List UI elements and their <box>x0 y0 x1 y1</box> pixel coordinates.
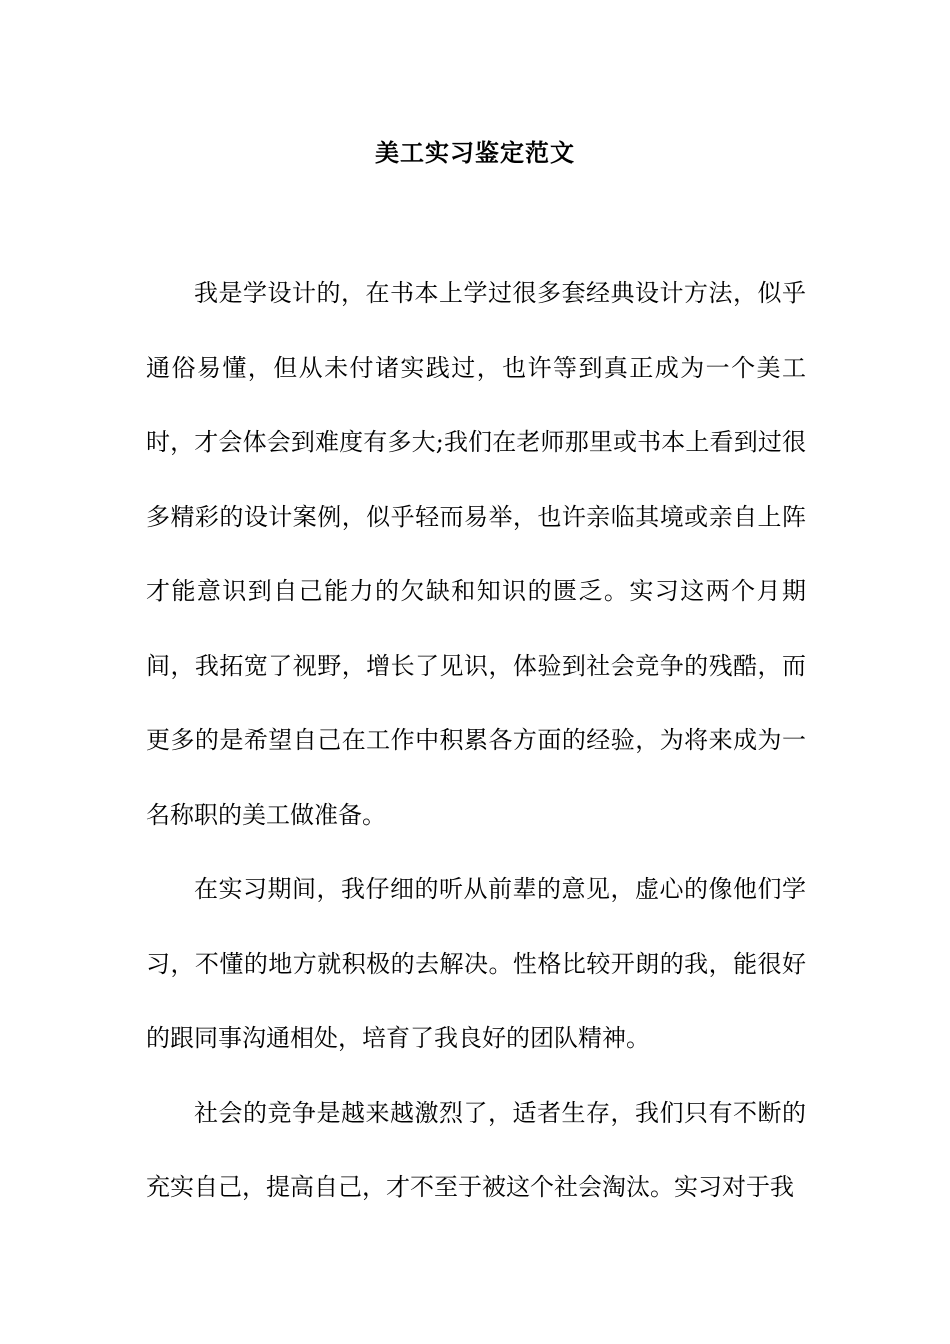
paragraph-1: 我是学设计的，在书本上学过很多套经典设计方法，似乎通俗易懂，但从未付诸实践过，也许等到真正成为一个美工时，才会体会到难度有多大;我们在老师那里或书本上看到过很多精彩的设计案例，似乎轻而易举，也许亲临其境或亲自上阵才能意识到自己能力的欠缺和知识的匮乏。实习这两个月期间，我拓宽了视野，增长了见识，体验到社会竞争的残酷，而更多的是希望自己在工作中积累各方面的经验，为将来成为一名称职的美工做准备。 <box>146 279 806 829</box>
paragraph-3: 社会的竞争是越来越激烈了，适者生存，我们只有不断的充实自己，提高自己，才不至于被这个社会淘汰。实习对于我 <box>146 1098 806 1201</box>
paragraph-2: 在实习期间，我仔细的听从前辈的意见，虚心的像他们学习，不懂的地方就积极的去解决。性格比较开朗的我，能很好的跟同事沟通相处，培育了我良好的团队精神。 <box>146 875 806 1052</box>
document-body <box>146 256 806 1225</box>
document-title: 美工实习鉴定范文 <box>375 138 575 167</box>
